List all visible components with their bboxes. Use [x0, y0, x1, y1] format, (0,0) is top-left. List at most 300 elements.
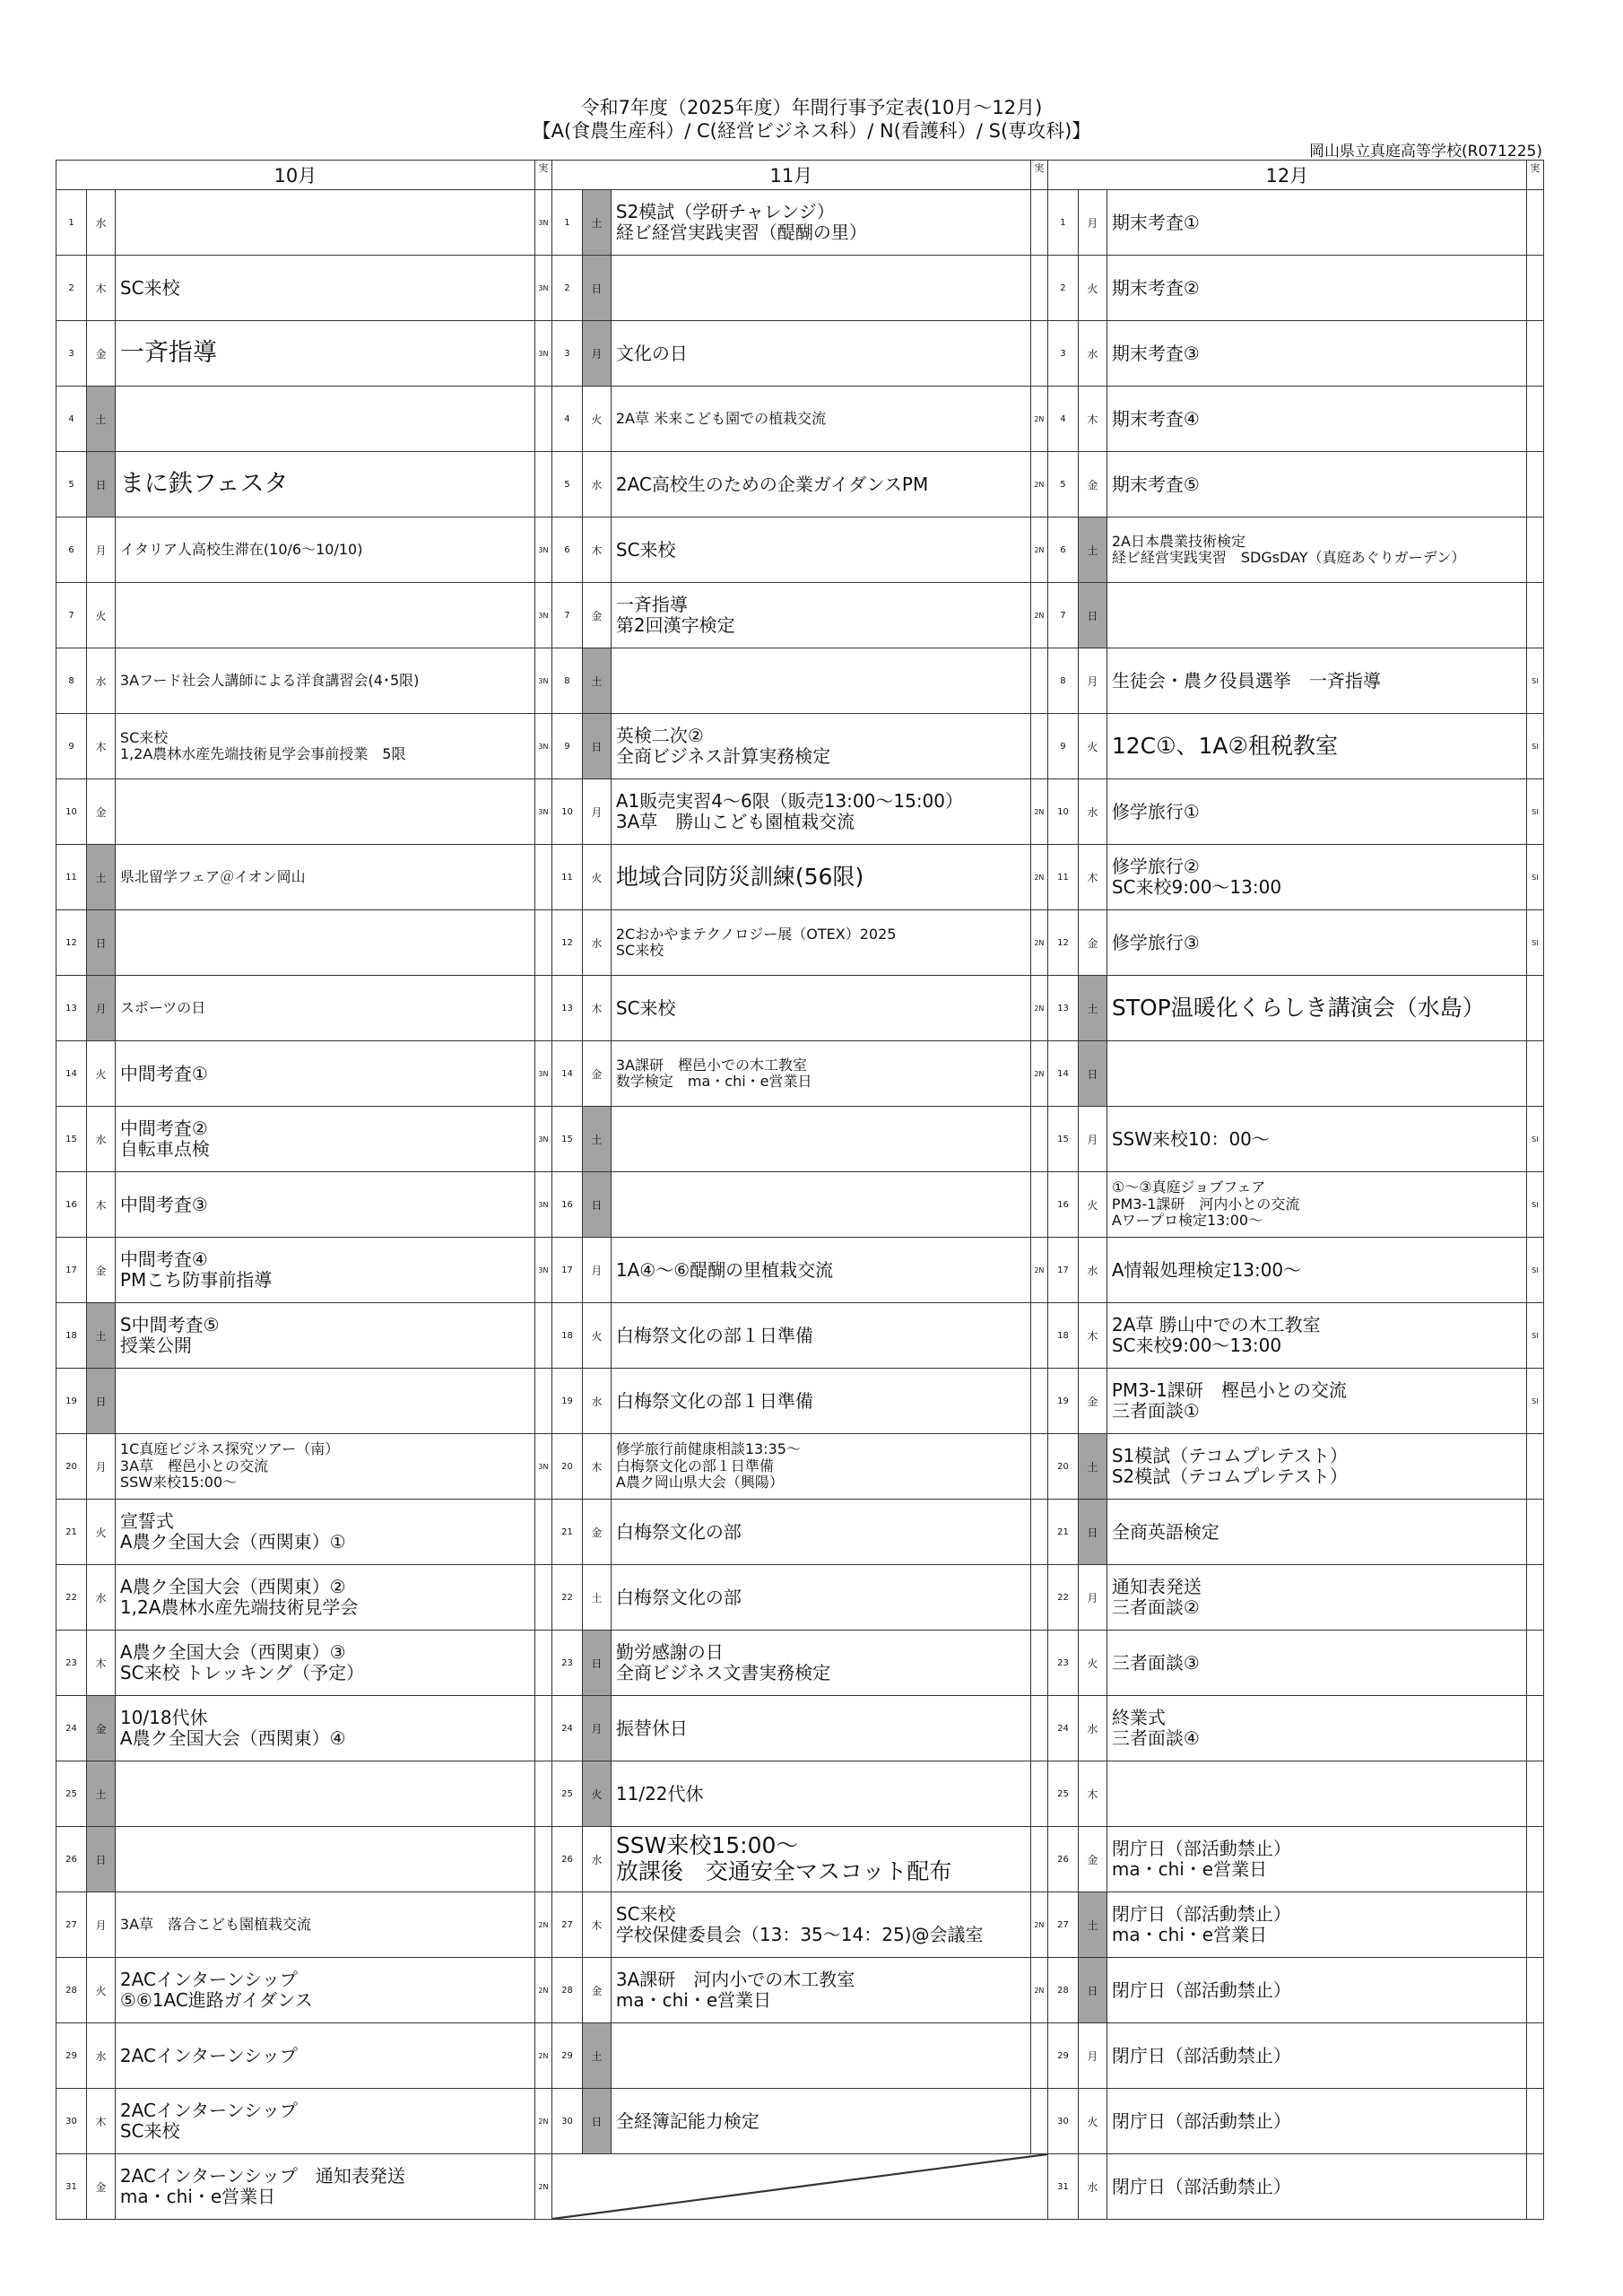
weekday-cell: 土 [1078, 1892, 1107, 1958]
event-cell: イタリア人高校生滞在(10/6〜10/10) [115, 517, 534, 583]
weekday-cell: 火 [1078, 1631, 1107, 1696]
date-cell: 24 [551, 1696, 582, 1761]
jitsu-cell [1030, 1631, 1047, 1696]
event-cell [115, 387, 534, 452]
weekday-cell: 土 [87, 387, 116, 452]
jitsu-cell [1526, 1500, 1543, 1565]
calendar-row [56, 1827, 1544, 1892]
jitsu-cell: 3N [534, 648, 551, 714]
jitsu-cell: 3N [534, 1107, 551, 1172]
event-cell: まに鉄フェスタ [115, 452, 534, 517]
event-cell [611, 1172, 1030, 1238]
jitsu-cell [534, 1631, 551, 1696]
jitsu-cell [1030, 1696, 1047, 1761]
jitsu-cell: 2N [1030, 387, 1047, 452]
jitsu-cell [1526, 1892, 1543, 1958]
date-cell: 2 [551, 256, 582, 321]
jitsu-cell [534, 1303, 551, 1369]
event-cell: 3A草 落合こども園植栽交流 [115, 1892, 534, 1958]
event-cell: 閉庁日（部活動禁止） [1107, 2154, 1526, 2220]
event-cell: 1A④〜⑥醍醐の里植栽交流 [611, 1238, 1030, 1303]
date-cell: 16 [56, 1172, 87, 1238]
calendar-row [56, 2089, 1544, 2154]
calendar-row [56, 1631, 1544, 1696]
event-cell: 全商英語検定 [1107, 1500, 1526, 1565]
date-cell: 23 [1047, 1631, 1078, 1696]
jitsu-cell [1526, 1041, 1543, 1107]
date-cell: 25 [551, 1761, 582, 1827]
date-cell: 26 [1047, 1827, 1078, 1892]
weekday-cell: 火 [87, 1041, 116, 1107]
weekday-cell: 月 [1078, 648, 1107, 714]
weekday-cell: 木 [87, 256, 116, 321]
date-cell: 5 [1047, 452, 1078, 517]
jitsu-cell [1030, 648, 1047, 714]
event-cell: SSW来校15:00〜 放課後 交通安全マスコット配布 [611, 1827, 1030, 1892]
calendar-row [56, 648, 1544, 714]
event-cell: 2ACインターンシップ [115, 2023, 534, 2089]
event-cell: 期末考査⑤ [1107, 452, 1526, 517]
date-cell: 13 [1047, 976, 1078, 1041]
event-cell: 地域合同防災訓練(56限) [611, 845, 1030, 910]
calendar-row [56, 256, 1544, 321]
date-cell: 21 [1047, 1500, 1078, 1565]
jitsu-cell: 2N [1030, 976, 1047, 1041]
event-cell: 三者面談③ [1107, 1631, 1526, 1696]
date-cell: 4 [1047, 387, 1078, 452]
event-cell [611, 256, 1030, 321]
event-cell: SSW来校10：00〜 [1107, 1107, 1526, 1172]
calendar-row [56, 1369, 1544, 1434]
jitsu-cell: SI [1526, 1303, 1543, 1369]
event-cell: 宣誓式 A農ク全国大会（西関東）① [115, 1500, 534, 1565]
event-cell: 修学旅行③ [1107, 910, 1526, 976]
weekday-cell: 金 [87, 1238, 116, 1303]
jitsu-cell: 3N [534, 583, 551, 648]
jitsu-cell: 3N [534, 190, 551, 256]
calendar-row [56, 714, 1544, 779]
jitsu-cell [1526, 1761, 1543, 1827]
weekday-cell: 土 [1078, 976, 1107, 1041]
event-cell: 期末考査③ [1107, 321, 1526, 387]
date-cell: 2 [1047, 256, 1078, 321]
calendar-row [56, 1958, 1544, 2023]
jitsu-cell: 2N [1030, 517, 1047, 583]
event-cell: PM3-1課研 樫邑小との交流 三者面談① [1107, 1369, 1526, 1434]
weekday-cell: 日 [1078, 1958, 1107, 2023]
weekday-cell: 日 [87, 1827, 116, 1892]
jitsu-cell [1526, 387, 1543, 452]
weekday-cell: 日 [582, 1172, 611, 1238]
jitsu-cell: SI [1526, 714, 1543, 779]
weekday-cell: 水 [582, 910, 611, 976]
weekday-cell: 日 [1078, 1500, 1107, 1565]
jitsu-cell: SI [1526, 1172, 1543, 1238]
event-cell: 3A課研 樫邑小での木工教室 数学検定 ma・chi・e営業日 [611, 1041, 1030, 1107]
date-cell: 1 [551, 190, 582, 256]
date-cell: 6 [1047, 517, 1078, 583]
event-cell: A1販売実習4〜6限（販売13:00〜15:00） 3A草 勝山こども園植栽交流 [611, 779, 1030, 845]
weekday-cell: 土 [582, 648, 611, 714]
jitsu-cell [1526, 583, 1543, 648]
event-cell: 1C真庭ビジネス探究ツアー（南） 3A草 樫邑小との交流 SSW来校15:00〜 [115, 1434, 534, 1500]
date-cell: 14 [551, 1041, 582, 1107]
weekday-cell: 火 [582, 387, 611, 452]
school-name: 岡山県立真庭高等学校(R071225) [1309, 143, 1542, 161]
event-cell [115, 190, 534, 256]
date-cell: 15 [56, 1107, 87, 1172]
jitsu-cell [1526, 1696, 1543, 1761]
calendar-row [56, 1238, 1544, 1303]
event-cell: 2AC高校生のための企業ガイダンスPM [611, 452, 1030, 517]
weekday-cell: 木 [87, 2089, 116, 2154]
weekday-cell: 土 [87, 1761, 116, 1827]
date-cell: 1 [1047, 190, 1078, 256]
date-cell: 12 [551, 910, 582, 976]
jitsu-cell: 3N [534, 779, 551, 845]
event-cell: 2A草 勝山中での木工教室 SC来校9:00〜13:00 [1107, 1303, 1526, 1369]
event-cell [1107, 1041, 1526, 1107]
weekday-cell: 木 [87, 714, 116, 779]
weekday-cell: 土 [582, 1565, 611, 1631]
date-cell: 29 [551, 2023, 582, 2089]
jitsu-cell: 2N [1030, 910, 1047, 976]
date-cell: 20 [56, 1434, 87, 1500]
jitsu-cell: 3N [534, 1238, 551, 1303]
jitsu-cell [1526, 1434, 1543, 1500]
weekday-cell: 土 [582, 1107, 611, 1172]
calendar-row [56, 2023, 1544, 2089]
month-header-dec: 12月 [1047, 161, 1526, 190]
weekday-cell: 月 [87, 1434, 116, 1500]
weekday-cell: 月 [87, 1892, 116, 1958]
event-cell: 終業式 三者面談④ [1107, 1696, 1526, 1761]
weekday-cell: 月 [1078, 1565, 1107, 1631]
weekday-cell: 月 [582, 321, 611, 387]
date-cell: 19 [551, 1369, 582, 1434]
date-cell: 23 [551, 1631, 582, 1696]
jitsu-cell [1526, 1565, 1543, 1631]
jitsu-cell [534, 1565, 551, 1631]
weekday-cell: 水 [1078, 2154, 1107, 2220]
weekday-cell: 木 [582, 1892, 611, 1958]
weekday-cell: 土 [87, 1303, 116, 1369]
date-cell: 18 [1047, 1303, 1078, 1369]
jitsu-cell [1030, 1761, 1047, 1827]
date-cell: 16 [551, 1172, 582, 1238]
weekday-cell: 木 [582, 976, 611, 1041]
weekday-cell: 火 [87, 1500, 116, 1565]
weekday-cell: 日 [87, 1369, 116, 1434]
jitsu-cell: SI [1526, 1238, 1543, 1303]
jitsu-cell: 2N [1030, 1238, 1047, 1303]
weekday-cell: 金 [582, 1958, 611, 2023]
jitsu-cell [1030, 1434, 1047, 1500]
calendar-row [56, 1761, 1544, 1827]
event-cell: 白梅祭文化の部１日準備 [611, 1369, 1030, 1434]
date-cell: 28 [1047, 1958, 1078, 2023]
date-cell: 5 [551, 452, 582, 517]
weekday-cell: 火 [582, 1303, 611, 1369]
weekday-cell: 火 [1078, 256, 1107, 321]
event-cell: 期末考査① [1107, 190, 1526, 256]
weekday-cell: 金 [1078, 910, 1107, 976]
event-cell: S2模試（学研チャレンジ） 経ビ経営実践実習（醍醐の里） [611, 190, 1030, 256]
jitsu-cell [1526, 256, 1543, 321]
weekday-cell: 日 [582, 714, 611, 779]
calendar-row [56, 1303, 1544, 1369]
date-cell: 9 [551, 714, 582, 779]
weekday-cell: 水 [87, 190, 116, 256]
date-cell: 6 [56, 517, 87, 583]
date-cell: 4 [551, 387, 582, 452]
date-cell: 3 [1047, 321, 1078, 387]
weekday-cell: 木 [1078, 1761, 1107, 1827]
event-cell: SC来校 1,2A農林水産先端技術見学会事前授業 5限 [115, 714, 534, 779]
event-cell [1107, 583, 1526, 648]
weekday-cell: 日 [582, 1631, 611, 1696]
calendar-row [56, 517, 1544, 583]
event-cell: 文化の日 [611, 321, 1030, 387]
calendar-row [56, 910, 1544, 976]
weekday-cell: 火 [1078, 714, 1107, 779]
weekday-cell: 金 [87, 2154, 116, 2220]
jitsu-cell: SI [1526, 1369, 1543, 1434]
jitsu-cell [1030, 321, 1047, 387]
date-cell: 2 [56, 256, 87, 321]
month-header-nov: 11月 [551, 161, 1030, 190]
event-cell: 2ACインターンシップ ⑤⑥1AC進路ガイダンス [115, 1958, 534, 2023]
date-cell: 14 [56, 1041, 87, 1107]
month-header-oct: 10月 [56, 161, 535, 190]
weekday-cell: 金 [87, 1696, 116, 1761]
date-cell: 30 [551, 2089, 582, 2154]
weekday-cell: 日 [582, 2089, 611, 2154]
jitsu-cell: 3N [534, 321, 551, 387]
weekday-cell: 月 [87, 976, 116, 1041]
date-cell: 7 [1047, 583, 1078, 648]
weekday-cell: 水 [1078, 321, 1107, 387]
jitsu-cell [534, 1500, 551, 1565]
page-subtitle: 【A(食農生産科）/ C(経営ビジネス科）/ N(看護科）/ S(専攻科)】 [532, 120, 1091, 142]
jitsu-header: 実 [1030, 161, 1047, 190]
date-cell: 8 [56, 648, 87, 714]
jitsu-cell [1030, 190, 1047, 256]
event-cell: 2A草 米来こども園での植栽交流 [611, 387, 1030, 452]
date-cell: 29 [1047, 2023, 1078, 2089]
event-cell: SC来校 学校保健委員会（13：35〜14：25)@会議室 [611, 1892, 1030, 1958]
calendar-row [56, 1041, 1544, 1107]
weekday-cell: 火 [1078, 1172, 1107, 1238]
event-cell: SC来校 [611, 517, 1030, 583]
date-cell: 8 [1047, 648, 1078, 714]
weekday-cell: 金 [87, 321, 116, 387]
date-cell: 9 [1047, 714, 1078, 779]
event-cell: 閉庁日（部活動禁止） ma・chi・e営業日 [1107, 1892, 1526, 1958]
date-cell: 10 [56, 779, 87, 845]
date-cell: 12 [56, 910, 87, 976]
event-cell [115, 779, 534, 845]
date-cell: 27 [1047, 1892, 1078, 1958]
event-cell [611, 648, 1030, 714]
jitsu-cell: 3N [534, 1434, 551, 1500]
jitsu-cell [534, 910, 551, 976]
weekday-cell: 水 [582, 1827, 611, 1892]
date-cell: 20 [551, 1434, 582, 1500]
event-cell: スポーツの日 [115, 976, 534, 1041]
date-cell: 26 [56, 1827, 87, 1892]
jitsu-cell [534, 452, 551, 517]
date-cell: 12 [1047, 910, 1078, 976]
date-cell: 19 [1047, 1369, 1078, 1434]
event-cell: 修学旅行② SC来校9:00〜13:00 [1107, 845, 1526, 910]
jitsu-cell [1526, 517, 1543, 583]
date-cell: 11 [1047, 845, 1078, 910]
event-cell [1107, 1761, 1526, 1827]
jitsu-cell [534, 1696, 551, 1761]
weekday-cell: 金 [1078, 452, 1107, 517]
calendar-row [56, 845, 1544, 910]
jitsu-cell: 2N [1030, 583, 1047, 648]
event-cell: 英検二次② 全商ビジネス計算実務検定 [611, 714, 1030, 779]
jitsu-header: 実 [534, 161, 551, 190]
date-cell: 31 [56, 2154, 87, 2220]
date-cell: 6 [551, 517, 582, 583]
jitsu-cell [1526, 2089, 1543, 2154]
weekday-cell: 火 [582, 845, 611, 910]
event-cell: 通知表発送 三者面談② [1107, 1565, 1526, 1631]
jitsu-cell: 2N [534, 2154, 551, 2220]
calendar-row [56, 1434, 1544, 1500]
jitsu-cell [1526, 1827, 1543, 1892]
jitsu-cell [534, 387, 551, 452]
weekday-cell: 水 [87, 1107, 116, 1172]
jitsu-cell [1526, 321, 1543, 387]
date-cell: 24 [1047, 1696, 1078, 1761]
date-cell: 17 [1047, 1238, 1078, 1303]
date-cell: 16 [1047, 1172, 1078, 1238]
jitsu-cell [1526, 1958, 1543, 2023]
event-cell: SC来校 [115, 256, 534, 321]
weekday-cell: 金 [582, 583, 611, 648]
event-cell: 中間考査④ PMこち防事前指導 [115, 1238, 534, 1303]
date-cell: 11 [56, 845, 87, 910]
weekday-cell: 木 [1078, 845, 1107, 910]
jitsu-cell: 2N [534, 1892, 551, 1958]
event-cell: 2Cおかやまテクノロジー展（OTEX）2025 SC来校 [611, 910, 1030, 976]
event-cell: 10/18代休 A農ク全国大会（西関東）④ [115, 1696, 534, 1761]
event-cell: 白梅祭文化の部１日準備 [611, 1303, 1030, 1369]
weekday-cell: 木 [87, 1631, 116, 1696]
jitsu-cell [1030, 714, 1047, 779]
weekday-cell: 月 [1078, 1107, 1107, 1172]
calendar-row [56, 1107, 1544, 1172]
weekday-cell: 月 [1078, 2023, 1107, 2089]
weekday-cell: 金 [1078, 1827, 1107, 1892]
date-cell: 7 [551, 583, 582, 648]
event-cell: 中間考査① [115, 1041, 534, 1107]
weekday-cell: 水 [87, 2023, 116, 2089]
event-cell: 閉庁日（部活動禁止） [1107, 2089, 1526, 2154]
weekday-cell: 金 [1078, 1369, 1107, 1434]
event-cell: 11/22代休 [611, 1761, 1030, 1827]
date-cell: 1 [56, 190, 87, 256]
event-cell: 修学旅行前健康相談13:35〜 白梅祭文化の部１日準備 A農ク岡山県大会（興陽） [611, 1434, 1030, 1500]
date-cell: 3 [551, 321, 582, 387]
event-cell: 12C①、1A②租税教室 [1107, 714, 1526, 779]
date-cell: 26 [551, 1827, 582, 1892]
event-cell: 3Aフード社会人講師による洋食講習会(4･5限) [115, 648, 534, 714]
date-cell: 28 [551, 1958, 582, 2023]
weekday-cell: 土 [1078, 517, 1107, 583]
weekday-cell: 日 [87, 910, 116, 976]
weekday-cell: 土 [582, 190, 611, 256]
event-cell: 勤労感謝の日 全商ビジネス文書実務検定 [611, 1631, 1030, 1696]
date-cell: 13 [551, 976, 582, 1041]
event-cell: SC来校 [611, 976, 1030, 1041]
jitsu-cell: 2N [1030, 779, 1047, 845]
weekday-cell: 水 [582, 1369, 611, 1434]
month-header-row [56, 161, 1544, 190]
date-cell: 3 [56, 321, 87, 387]
date-cell: 22 [1047, 1565, 1078, 1631]
calendar-row [56, 321, 1544, 387]
calendar-row [56, 779, 1544, 845]
date-cell: 30 [1047, 2089, 1078, 2154]
weekday-cell: 月 [582, 1238, 611, 1303]
event-cell: STOP温暖化くらしき講演会（水島） [1107, 976, 1526, 1041]
date-cell: 9 [56, 714, 87, 779]
event-cell [115, 1827, 534, 1892]
event-cell [611, 2023, 1030, 2089]
date-cell: 20 [1047, 1434, 1078, 1500]
date-cell: 10 [551, 779, 582, 845]
jitsu-cell [1030, 1107, 1047, 1172]
calendar-row [56, 1565, 1544, 1631]
date-cell: 25 [1047, 1761, 1078, 1827]
calendar-row [56, 1892, 1544, 1958]
jitsu-cell: 2N [1030, 1041, 1047, 1107]
jitsu-cell: 3N [534, 517, 551, 583]
weekday-cell: 土 [1078, 1434, 1107, 1500]
event-cell: 期末考査④ [1107, 387, 1526, 452]
event-cell: A農ク全国大会（西関東）② 1,2A農林水産先端技術見学会 [115, 1565, 534, 1631]
date-cell: 14 [1047, 1041, 1078, 1107]
date-cell: 31 [1047, 2154, 1078, 2220]
weekday-cell: 火 [582, 1761, 611, 1827]
event-cell: 期末考査② [1107, 256, 1526, 321]
jitsu-cell [1526, 452, 1543, 517]
date-cell: 18 [551, 1303, 582, 1369]
event-cell: A情報処理検定13:00〜 [1107, 1238, 1526, 1303]
jitsu-cell: 3N [534, 1041, 551, 1107]
weekday-cell: 日 [87, 452, 116, 517]
jitsu-cell [1030, 1565, 1047, 1631]
event-cell: 閉庁日（部活動禁止） ma・chi・e営業日 [1107, 1827, 1526, 1892]
event-cell: 中間考査② 自転車点検 [115, 1107, 534, 1172]
event-cell: 閉庁日（部活動禁止） [1107, 1958, 1526, 2023]
calendar-row [56, 452, 1544, 517]
jitsu-cell: 2N [534, 1958, 551, 2023]
event-cell: 一斉指導 [115, 321, 534, 387]
empty-cell [551, 2154, 1047, 2220]
weekday-cell: 月 [582, 779, 611, 845]
event-cell: 3A課研 河内小での木工教室 ma・chi・e営業日 [611, 1958, 1030, 2023]
jitsu-cell: 2N [1030, 452, 1047, 517]
jitsu-cell [534, 1369, 551, 1434]
event-cell: 白梅祭文化の部 [611, 1500, 1030, 1565]
jitsu-cell [534, 845, 551, 910]
